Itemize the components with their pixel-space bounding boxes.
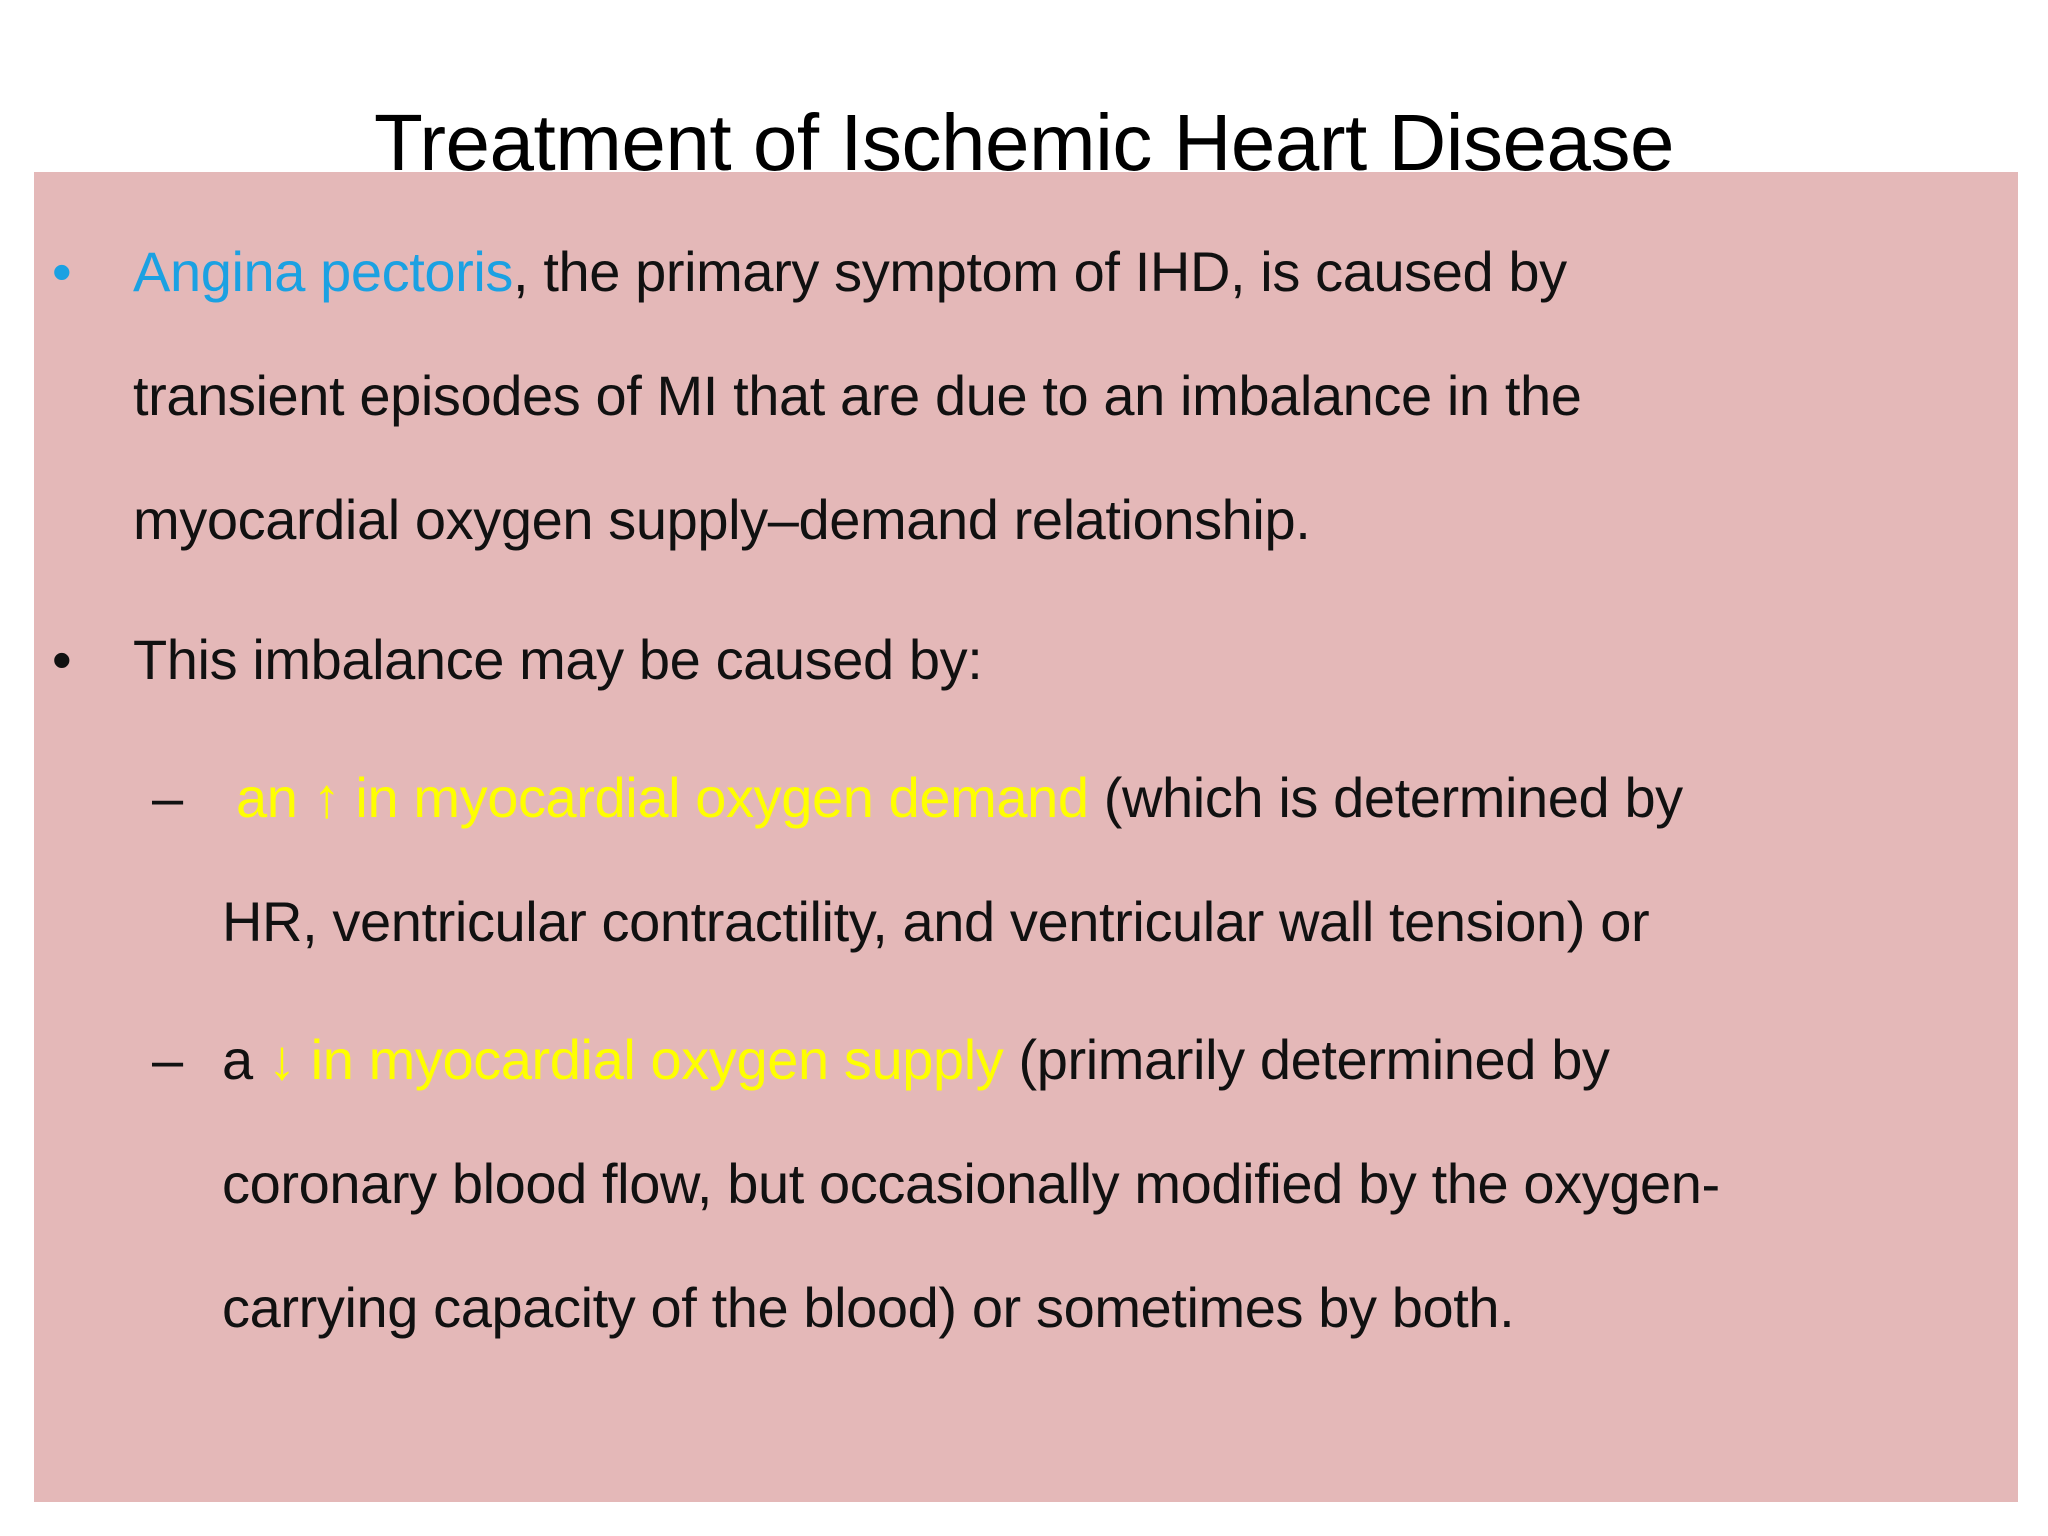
sub-bullet-1-line-2: HR, ventricular contractility, and ventricular wall tension) or: [222, 890, 1650, 953]
sub-bullet-marker-1: –: [152, 766, 184, 829]
sub-bullet-2-line-1-rest: (primarily determined by: [1003, 1028, 1610, 1091]
bullet-1-line-3: myocardial oxygen supply–demand relationship.: [133, 488, 1311, 551]
bullet-1-line-2: transient episodes of MI that are due to an imbalance in the: [133, 364, 1582, 427]
sub-bullet-2-line-1: [222, 998, 1610, 1122]
oxygen-supply-term: ↓ in myocardial oxygen supply: [267, 1028, 1004, 1091]
sub-bullet-2-prefix: a: [222, 1028, 268, 1091]
bullet-marker-2: •: [52, 628, 72, 691]
bullet-1-line-1-rest: , the primary symptom of IHD, is caused by: [513, 240, 1567, 303]
bullet-2-text: This imbalance may be caused by:: [133, 628, 983, 691]
sub-bullet-2-line-2: coronary blood flow, but occasionally modified by the oxygen-: [222, 1152, 1720, 1215]
bullet-marker-1: •: [52, 240, 72, 303]
sub-bullet-marker-2: –: [152, 1028, 184, 1091]
slide-title: Treatment of Ischemic Heart Disease: [374, 98, 1674, 187]
sub-bullet-1-line-1: [236, 736, 1683, 860]
sub-bullet-1-line-1-rest: (which is determined by: [1088, 766, 1683, 829]
sub-bullet-2-line-3: carrying capacity of the blood) or sometimes by both.: [222, 1276, 1515, 1339]
bullet-1-line-1: [133, 210, 1567, 334]
oxygen-demand-term: an ↑ in myocardial oxygen demand: [236, 766, 1089, 829]
angina-pectoris-term: Angina pectoris: [133, 240, 514, 303]
